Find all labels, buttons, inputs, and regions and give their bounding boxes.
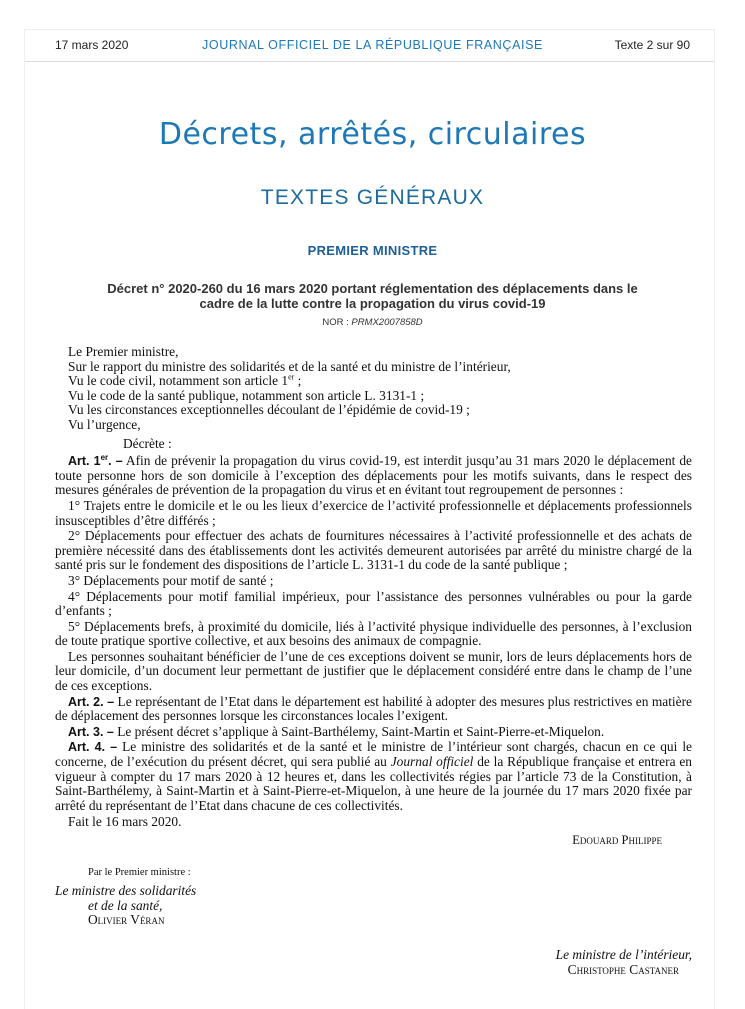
decree-body — [55, 345, 692, 977]
header-date: 17 mars 2020 — [55, 38, 129, 52]
visa-line — [55, 374, 692, 389]
header-journal-title: JOURNAL OFFICIEL DE LA RÉPUBLIQUE FRANÇAISE — [202, 38, 543, 52]
health-minister-name: Olivier Véran — [88, 912, 165, 928]
article-1 — [55, 454, 692, 498]
article-4 — [55, 740, 692, 813]
article-text: Afin de prévenir la propagation du virus covid-19, est interdit jusqu’au 31 mars 2020 le déplacement de toute personne hors de son domicile à l’exception des déplacements pour les motifs suivants, dans le respect des mesures générales de prévention de la propagation du virus et en évitant tout regroupement de personnes : — [55, 453, 692, 498]
article-1-item-1: 1° Trajets entre le domicile et le ou les lieux d’exercice de l’activité professionnelle et déplacements professionnels insusceptibles d’être différés ; — [55, 497, 692, 528]
visa-superscript: er — [288, 372, 295, 382]
interior-minister-title: Le ministre de l’intérieur, — [555, 946, 692, 962]
decrete-heading: Décrète : — [123, 435, 172, 451]
article-text: Le présent décret s’applique à Saint-Barthélemy, Saint-Martin et Saint-Pierre-et-Miquelon. — [113, 723, 605, 739]
visa-text: Vu le code civil, notamment son article 1 — [68, 373, 289, 389]
visa-line: Vu l’urgence, — [68, 416, 141, 432]
health-minister-title-cont: et de la santé, — [88, 897, 163, 913]
visa-line: Le Premier ministre, — [68, 344, 179, 359]
article-3 — [55, 725, 692, 740]
visa-text: ; — [297, 373, 302, 389]
header-divider — [25, 61, 714, 62]
article-text: de la République française et entrera en vigueur à compter du 17 mars 2020 à 12 heures et, dans les collectivités régies par l’article 73 de la Constitution, à Saint-Barthélemy, à Saint-Martin et à Saint-Pierre-et-Miquelon, à une heure de la journée du 17 mars 2020 fixée par arrêté du représentant de l’Etat dans chacune de ces collectivités. — [55, 754, 692, 813]
nor-reference — [0, 317, 745, 328]
visa-line: Vu le code de la santé publique, notamment son article L. 3131-1 ; — [68, 387, 425, 403]
nor-label: NOR : — [322, 317, 352, 328]
article-1-item-5: 5° Déplacements brefs, à proximité du domicile, liés à l’activité physique individuelle des personnes, à l’exclusion de toute pratique sportive collective, et aux besoins des animaux de compagnie. — [55, 618, 692, 649]
prime-minister-signature: Edouard Philippe — [572, 833, 662, 847]
article-2 — [55, 695, 692, 724]
article-label: Art. 4. – — [68, 740, 118, 755]
article-text: Le ministre des solidarités et de la santé et le ministre de l’intérieur sont chargés, chacun en ce qui le concerne, de l’exécution du présent décret, qui sera publié au — [55, 739, 692, 770]
ministry-heading: PREMIER MINISTRE — [307, 243, 438, 258]
article-label: Art. 1er. – — [68, 453, 123, 469]
article-1-closing: Les personnes souhaitant bénéficier de l’une de ces exceptions doivent se munir, lors de leurs déplacements hors de leur domicile, d’un document leur permettant de justifier que le déplacement considéré entre dans le champ de l’une de ces exceptions. — [55, 648, 692, 694]
header-text-counter: Texte 2 sur 90 — [614, 38, 690, 52]
decree-title: Décret n° 2020-260 du 16 mars 2020 portant réglementation des déplacements dans le cadre de la lutte contre la propagation du virus covid-19 — [107, 281, 638, 311]
countersign-intro: Par le Premier ministre : — [88, 866, 191, 878]
article-1-item-2: 2° Déplacements pour effectuer des achats de fournitures nécessaires à l’activité professionnelle et des achats de première nécessité dans des établissements dont les activités demeurent autorisées par arrêté du ministre chargé de la santé pris sur le fondement des dispositions de l’article L. 3131-1 du code de la santé publique ; — [55, 528, 692, 573]
nor-code: PRMX2007858D — [351, 317, 423, 328]
visa-line: Vu les circonstances exceptionnelles découlant de l’épidémie de covid-19 ; — [68, 402, 470, 418]
signature-date: Fait le 16 mars 2020. — [68, 814, 182, 830]
article-text-italic: Journal officiel — [390, 754, 474, 770]
section-title: Décrets, arrêtés, circulaires — [158, 117, 587, 152]
visas-block — [55, 345, 692, 433]
article-text: Le représentant de l’Etat dans le département est habilité à adopter des mesures plus restrictives en matière de déplacement des personnes lorsque les circonstances locales l’exigent. — [55, 693, 692, 724]
health-minister-title: Le ministre des solidarités — [55, 883, 197, 899]
interior-minister-name: Christophe Castaner — [567, 961, 679, 977]
visa-line: Sur le rapport du ministre des solidarités et de la santé et du ministre de l’intérieur, — [68, 358, 511, 374]
article-label: Art. 2. – — [68, 694, 115, 709]
sub-title: TEXTES GÉNÉRAUX — [260, 186, 485, 209]
article-1-item-4: 4° Déplacements pour motif familial impérieux, pour l’assistance des personnes vulnérables ou pour la garde d’enfants ; — [55, 588, 692, 619]
article-label: Art. 3. – — [68, 724, 114, 739]
article-1-item-3: 3° Déplacements pour motif de santé ; — [68, 572, 274, 588]
